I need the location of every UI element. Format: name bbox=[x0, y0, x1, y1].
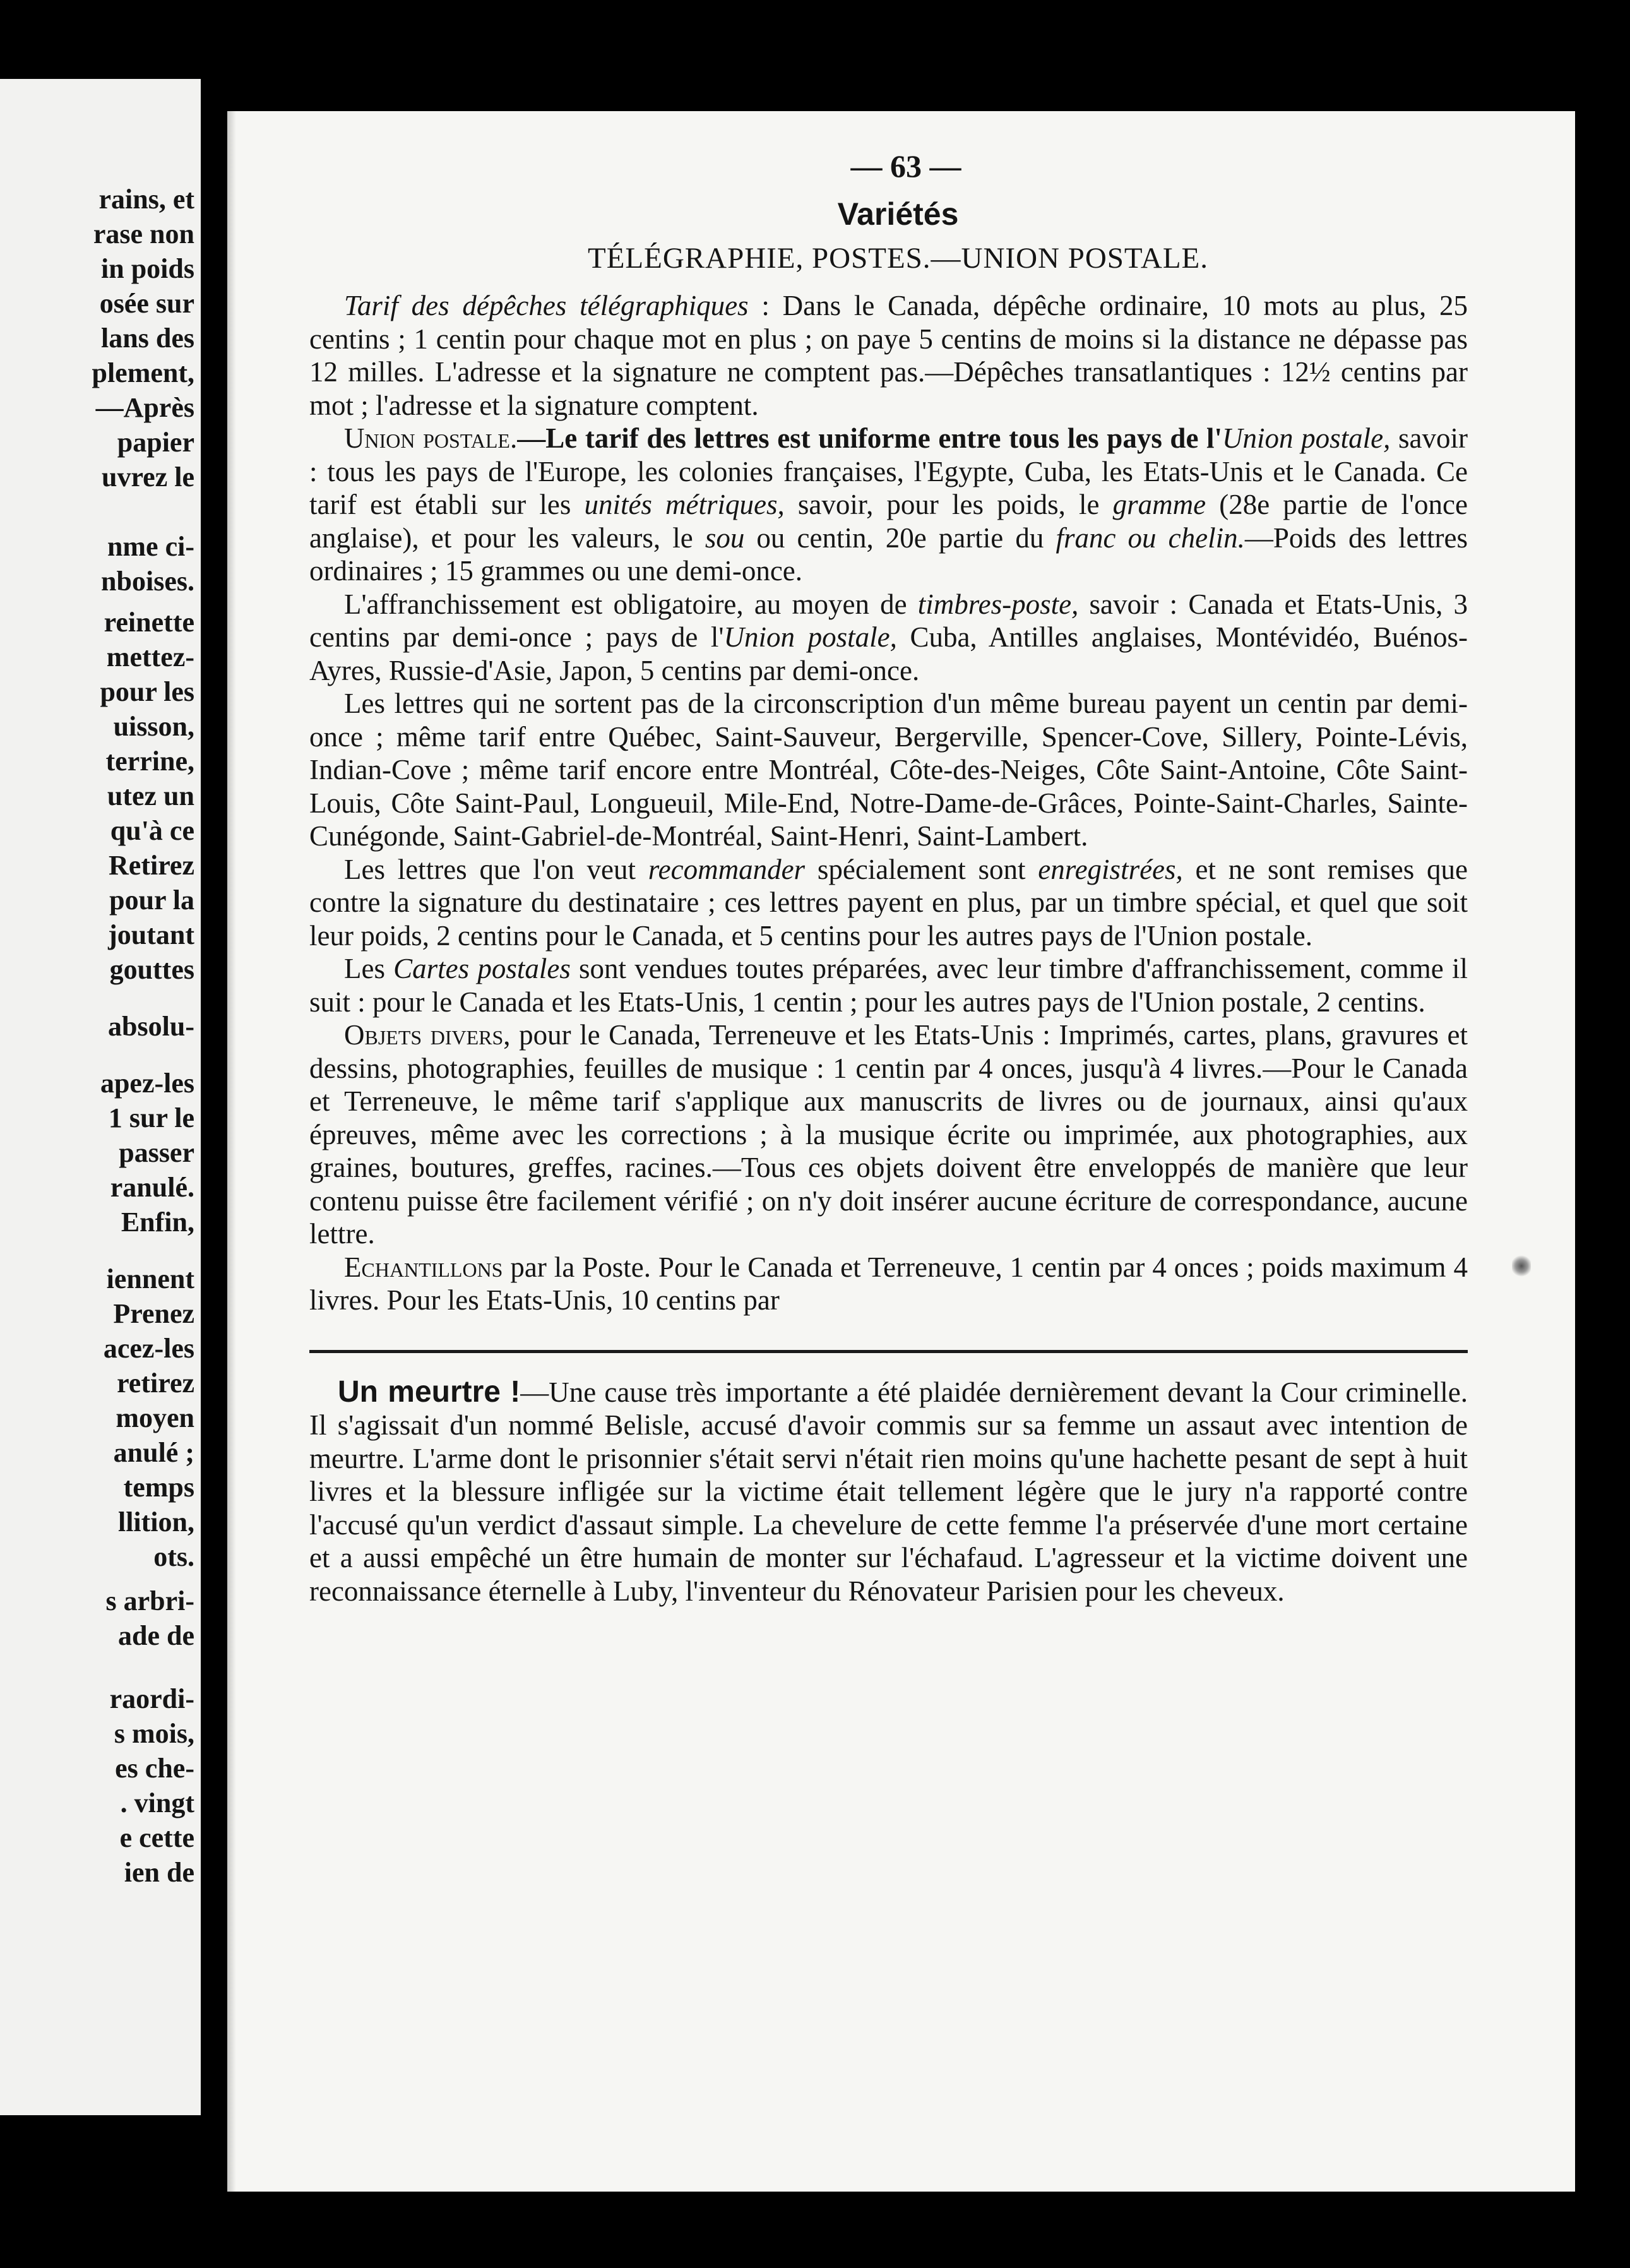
paragraph-telegraph-rates bbox=[309, 289, 1468, 422]
paragraph-registered-letters bbox=[309, 853, 1468, 953]
page-content bbox=[309, 148, 1468, 1608]
left-page-line: acez-les bbox=[103, 1333, 194, 1364]
left-page-line: pour les bbox=[100, 676, 194, 707]
paragraph-text: —Poids des lettres ordinaires ; 15 grammes ou une demi-once. bbox=[309, 522, 1468, 587]
emphasis-text: recommander bbox=[648, 853, 806, 885]
left-page-line: lans des bbox=[101, 323, 194, 354]
left-page-line: es che- bbox=[115, 1753, 194, 1784]
paragraph-postal-union bbox=[309, 422, 1468, 588]
left-page-fragment bbox=[0, 79, 201, 2115]
left-page-line: rase non bbox=[93, 218, 194, 249]
left-page-line: ien de bbox=[124, 1857, 194, 1888]
left-page-line: retirez bbox=[117, 1368, 194, 1399]
left-page-line: anulé ; bbox=[113, 1437, 194, 1468]
paragraph-text: par la Poste. Pour le Canada et Terreneuve, 1 centin par 4 onces ; poids maximum 4 livres. Pour les Etats-Unis, 10 centins par bbox=[309, 1251, 1468, 1316]
paragraph-text: Les lettres que l'on veut bbox=[344, 853, 648, 885]
left-page-line: nme ci- bbox=[107, 531, 194, 562]
left-page-line: iennent bbox=[106, 1263, 194, 1294]
paragraph-text: savoir : Canada et Etats-Unis, 3 centins par demi-once ; pays de l' bbox=[309, 588, 1468, 653]
left-page-line: nboises. bbox=[101, 566, 194, 597]
left-page-line: apez-les bbox=[100, 1068, 194, 1099]
left-page-line: gouttes bbox=[109, 954, 194, 985]
paragraph-text: ou centin, 20e partie du bbox=[744, 522, 1056, 554]
paragraph-text: et ne sont remises que contre la signature du destinataire ; ces lettres payent en plus, par un timbre spécial, et quel que soit leur poids, 2 centins pour le Canada, et 5 centins pour les autres pays de l'Union postale. bbox=[309, 853, 1468, 952]
paragraph-samples bbox=[309, 1251, 1468, 1317]
paragraph-text: —Le tarif des lettres est uniforme entre tous les pays de l' bbox=[517, 422, 1223, 454]
left-page-line: ots. bbox=[153, 1541, 194, 1572]
left-page-line: osée sur bbox=[99, 288, 194, 319]
paragraph-lead: Union postale. bbox=[344, 422, 518, 454]
left-page-line: s mois, bbox=[114, 1718, 194, 1749]
left-page-line: moyen bbox=[116, 1402, 194, 1433]
emphasis-text: Cartes postales bbox=[393, 953, 571, 984]
section-title: Variétés bbox=[837, 196, 959, 232]
left-page-line: raordi- bbox=[109, 1683, 194, 1714]
paragraph-lead: Objets divers, bbox=[344, 1019, 511, 1051]
paragraph-text: Cuba, Antilles anglaises, Montévidéo, Buénos-Ayres, Russie-d'Asie, Japon, 5 centins par demi-once. bbox=[309, 621, 1468, 686]
paragraph-text: spécialement sont bbox=[805, 853, 1038, 885]
left-page-line: qu'à ce bbox=[110, 815, 194, 846]
paragraph-text: L'affranchissement est obligatoire, au moyen de bbox=[344, 588, 918, 620]
emphasis-text: gramme bbox=[1112, 489, 1206, 520]
left-page-line: joutant bbox=[108, 919, 194, 950]
left-page-line: Retirez bbox=[109, 850, 194, 881]
emphasis-text: Union postale, bbox=[1222, 422, 1391, 454]
paragraph-text: savoir : tous les pays de l'Europe, les colonies françaises, l'Egypte, Cuba, les Etats-Unis et le Canada. Ce tarif est établi sur les bbox=[309, 422, 1468, 520]
emphasis-text: unités métriques, bbox=[584, 489, 785, 520]
left-page-line: e cette bbox=[119, 1822, 194, 1853]
left-page-line: absolu- bbox=[108, 1011, 194, 1042]
emphasis-text: enregistrées, bbox=[1038, 853, 1183, 885]
left-page-line: uisson, bbox=[113, 711, 194, 742]
left-page-line: rains, et bbox=[98, 184, 194, 215]
left-page-line: terrine, bbox=[105, 746, 194, 777]
left-page-line: papier bbox=[117, 427, 194, 458]
paragraph-lead: Tarif des dépêches télégraphiques bbox=[344, 290, 749, 321]
article-text: —Une cause très importante a été plaidée dernièrement devant la Cour criminelle. Il s'agissait d'un nommé Belisle, accusé d'avoir commis sur sa femme un assaut avec intention de meurtre. L'arme dont le prisonnier s'était servi n'était rien moins qu'une hachette pesant de sept à huit livres et la blessure infligée sur la victime était tellement légère que le jury n'a rapporté contre l'accusé qu'un verdict d'assaut simple. La chevelure de cette femme l'a préservée d'une mort certaine et a aussi empêché un être humain de monter sur l'échafaud. L'agresseur et la victime doivent une reconnaissance éternelle à Luby, l'inventeur du Rénovateur Parisien pour les cheveux. bbox=[309, 1376, 1468, 1607]
left-page-line: pour la bbox=[109, 885, 194, 916]
paragraph-local-letters: Les lettres qui ne sortent pas de la circonscription d'un même bureau payent un centin par demi-once ; même tarif entre Québec, Saint-Sauveur, Bergerville, Spencer-Cove, Sillery, Pointe-Lévis, Indian-Cove ; même tarif encore entre Montréal, Côte-des-Neiges, Côte Saint-Antoine, Côte Saint-Louis, Côte Saint-Paul, Longueuil, Mile-End, Notre-Dame-de-Grâces, Pointe-Saint-Charles, Sainte-Cunégonde, Saint-Gabriel-de-Montréal, Saint-Henri, Saint-Lambert. bbox=[309, 688, 1468, 852]
article-headline: Un meurtre ! bbox=[338, 1375, 521, 1409]
left-page-line: llition, bbox=[117, 1507, 194, 1537]
left-page-line: uvrez le bbox=[101, 462, 194, 492]
left-page-line: utez un bbox=[107, 780, 194, 811]
left-page-line: Prenez bbox=[113, 1298, 194, 1329]
left-page-line: ade de bbox=[118, 1620, 194, 1651]
left-page-line: in poids bbox=[101, 253, 194, 284]
paragraph-text: pour le Canada, Terreneuve et les Etats-Unis : Imprimés, cartes, plans, gravures et dessins, photographies, feuilles de musique : 1 centin par 4 onces, jusqu'à 4 livres.—Pour le Canada et Terreneuve, le même tarif s'applique aux manuscrits de livres ou de journaux, ainsi qu'aux épreuves, même avec les corrections ; à la musique écrite ou imprimée, aux photographies, aux graines, boutures, greffes, racines.—Tous ces objets doivent être enveloppés de manière que leur contenu puisse être facilement vérifié ; on n'y doit insérer aucune écriture de correspondance, aucune lettre. bbox=[309, 1019, 1468, 1250]
paragraph-lead: Echantillons bbox=[344, 1251, 503, 1283]
left-page-line: 1 sur le bbox=[108, 1102, 194, 1133]
paragraph-misc-items bbox=[309, 1018, 1468, 1251]
left-page-line: temps bbox=[123, 1472, 194, 1503]
left-page-line: ranulé. bbox=[110, 1172, 194, 1203]
paragraph-text: savoir, pour les poids, le bbox=[784, 489, 1113, 520]
left-page-line: . vingt bbox=[120, 1788, 194, 1818]
paragraph-text: (28e partie de l'once anglaise), et pour les valeurs, le bbox=[309, 489, 1468, 554]
emphasis-text: franc ou chelin. bbox=[1056, 522, 1245, 554]
left-page-line: s arbri- bbox=[105, 1585, 194, 1616]
left-page-line: —Après bbox=[95, 392, 194, 423]
advertisement-article bbox=[309, 1376, 1468, 1608]
section-subtitle: TÉLÉGRAPHIE, POSTES.—UNION POSTALE. bbox=[588, 242, 1208, 275]
emphasis-text: timbres-poste, bbox=[917, 588, 1079, 620]
emphasis-text: Union postale, bbox=[723, 621, 897, 653]
paragraph-postage-stamps bbox=[309, 588, 1468, 688]
paragraph-text: Les bbox=[344, 953, 394, 984]
emphasis-text: sou bbox=[705, 522, 745, 554]
article-paragraph bbox=[309, 1376, 1468, 1608]
left-page-line: mettez- bbox=[106, 642, 194, 672]
paragraph-postcards bbox=[309, 952, 1468, 1018]
right-page bbox=[227, 111, 1575, 2192]
paragraph-text: : Dans le Canada, dépêche ordinaire, 10 mots au plus, 25 centins ; 1 centin pour chaque mot en plus ; on paye 5 centins de moins si la distance ne dépasse pas 12 milles. L'adresse et la signature ne comptent pas.—Dépêches transatlantiques : 12½ centins par mot ; l'adresse et la signature comptent. bbox=[309, 290, 1468, 421]
divider-rule bbox=[309, 1350, 1468, 1353]
ink-blot bbox=[1512, 1254, 1531, 1278]
left-page-line: passer bbox=[119, 1137, 194, 1168]
page-number: — 63 — bbox=[850, 148, 961, 184]
left-page-line: plement, bbox=[92, 357, 194, 388]
left-page-line: reinette bbox=[104, 607, 194, 638]
page-gutter-shadow bbox=[227, 111, 236, 2192]
paragraph-text: sont vendues toutes préparées, avec leur timbre d'affranchissement, comme il suit : pour le Canada et les Etats-Unis, 1 centin ; pour les autres pays de l'Union postale, 2 centins. bbox=[309, 953, 1468, 1018]
left-page-line: Enfin, bbox=[121, 1207, 194, 1238]
